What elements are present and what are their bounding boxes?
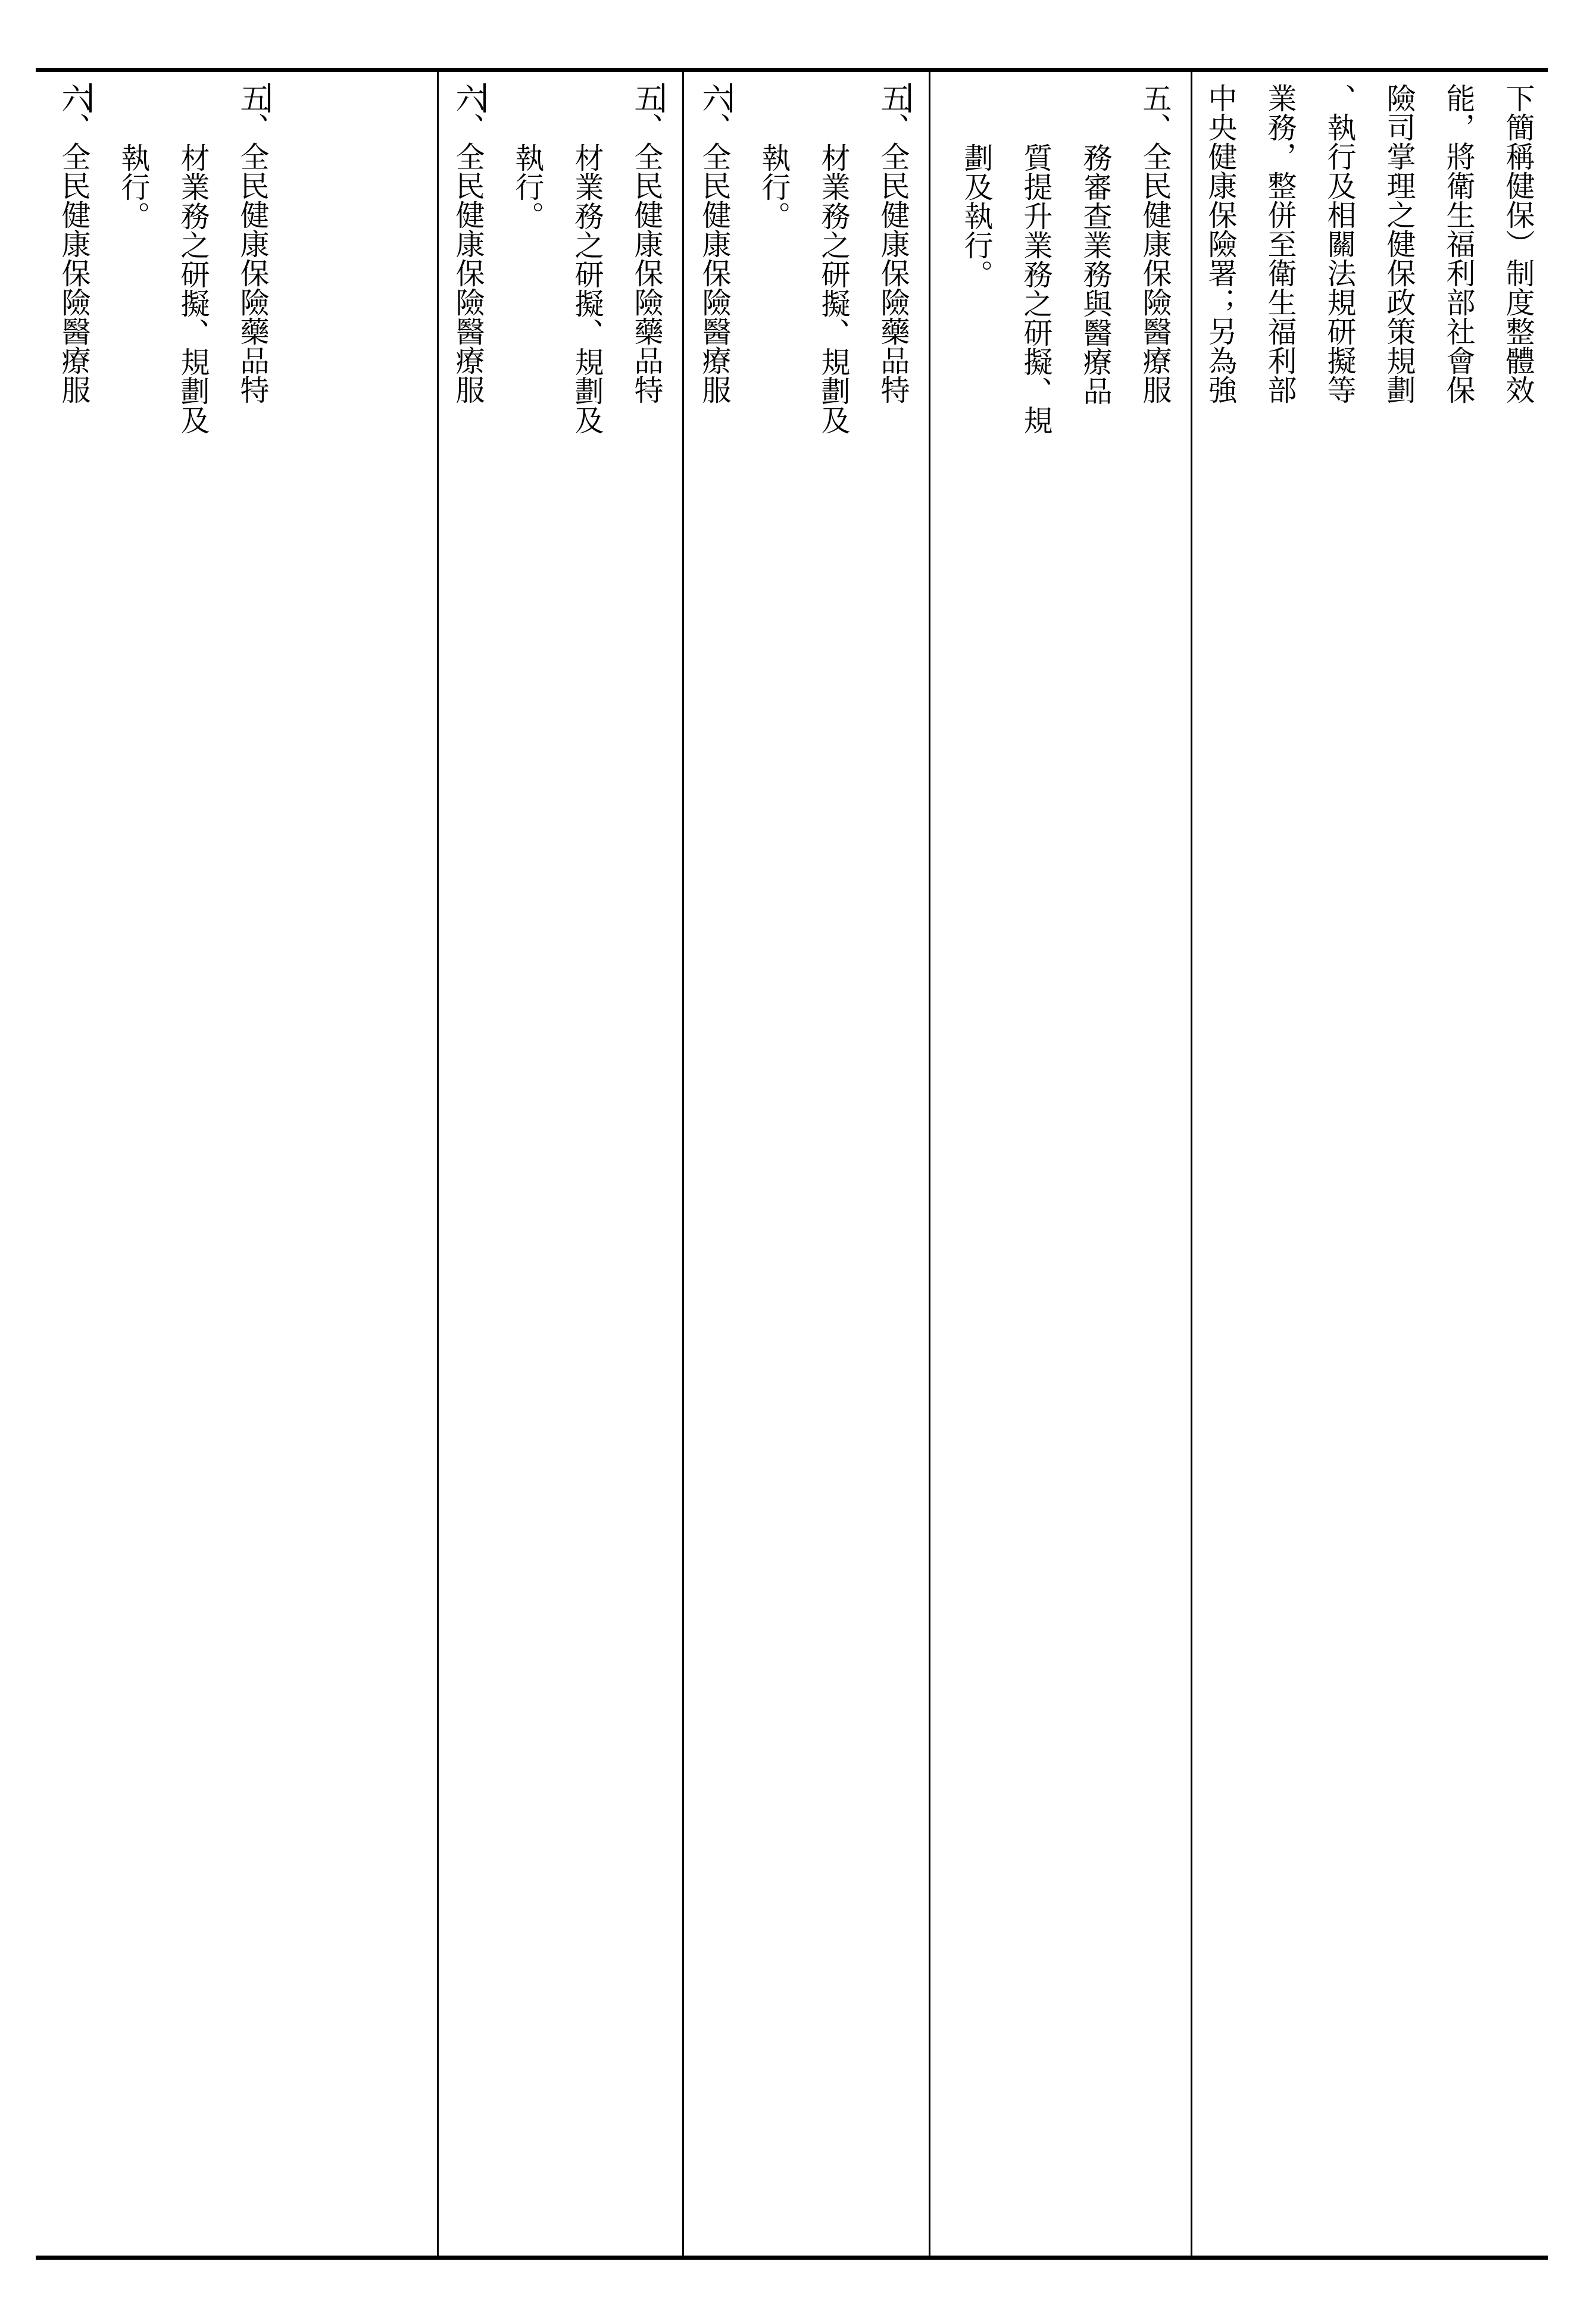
item-5-cont: 材業務之研擬、規劃及 [176, 143, 210, 434]
item-number: 五 [630, 83, 664, 112]
item-6-cont [36, 83, 44, 2250]
item-5-cont: 劃及執行。 [960, 143, 994, 289]
item-5-cont: 執行。 [117, 143, 151, 230]
item-number: 五 [876, 83, 910, 112]
column-separator [929, 72, 930, 2256]
explanation-text [1197, 83, 1548, 2250]
item-6-head [443, 83, 498, 2250]
explanation-line: 、執行及相關法規研擬等 [1323, 83, 1357, 404]
item-number: 六 [451, 83, 485, 112]
wang-proposal-column [688, 83, 923, 2250]
column-separator [1191, 72, 1192, 2256]
item-text: 、全民健康保險藥品特 [630, 112, 664, 404]
item-5-cont: 質提升業務之研擬、規 [1019, 143, 1053, 434]
item-5-cont: 務審查業務與醫療品 [1079, 143, 1113, 405]
item-number: 五 [236, 83, 270, 112]
committee-version-column [36, 83, 431, 2250]
item-text: 、全民健康保險藥品特 [876, 112, 910, 404]
item-5-cont: 材業務之研擬、規劃及 [817, 143, 851, 434]
column-separator [682, 72, 684, 2256]
column-separator [437, 72, 439, 2256]
item-number: 六 [57, 83, 91, 112]
explanation-line: 中央健康保險署；另為強 [1204, 83, 1238, 404]
existing-law-column [935, 83, 1185, 2250]
item-text: 、全民健康保險醫療服 [57, 112, 91, 404]
item-5-cont: 材業務之研擬、規劃及 [570, 143, 604, 434]
top-rule [36, 68, 1548, 72]
item-5-cont: 執行。 [511, 143, 545, 230]
explanation-line: 下簡稱健保）制度整體效 [1501, 83, 1535, 404]
item-6-head [688, 83, 744, 2250]
explanation-line: 能，將衛生福利部社會保 [1442, 83, 1476, 404]
bottom-rule [36, 2256, 1548, 2260]
item-6-head [44, 83, 104, 2250]
item-number: 六 [698, 83, 732, 112]
item-6-head [935, 83, 947, 2250]
item-5-head: 五、全民健康保險醫療服 [1138, 83, 1172, 404]
item-5-head [223, 83, 282, 2250]
item-5-head [863, 83, 923, 2250]
item-text: 、全民健康保險藥品特 [236, 112, 270, 404]
existing-law-text [935, 83, 1185, 2250]
item-5-cont: 執行。 [757, 143, 791, 230]
explanation-line: 險司掌理之健保政策規劃 [1382, 83, 1416, 404]
committee-version-text [36, 83, 282, 2250]
explanation-column [1197, 83, 1548, 2250]
wang-proposal-text [688, 83, 923, 2250]
explanation-line: 業務，整併至衛生福利部 [1263, 83, 1297, 404]
kuo-proposal-column [443, 83, 676, 2250]
item-text: 、全民健康保險醫療服 [451, 112, 485, 404]
item-5-head [617, 83, 676, 2250]
kuo-proposal-text [443, 83, 676, 2250]
item-text: 、全民健康保險醫療服 [698, 112, 732, 404]
